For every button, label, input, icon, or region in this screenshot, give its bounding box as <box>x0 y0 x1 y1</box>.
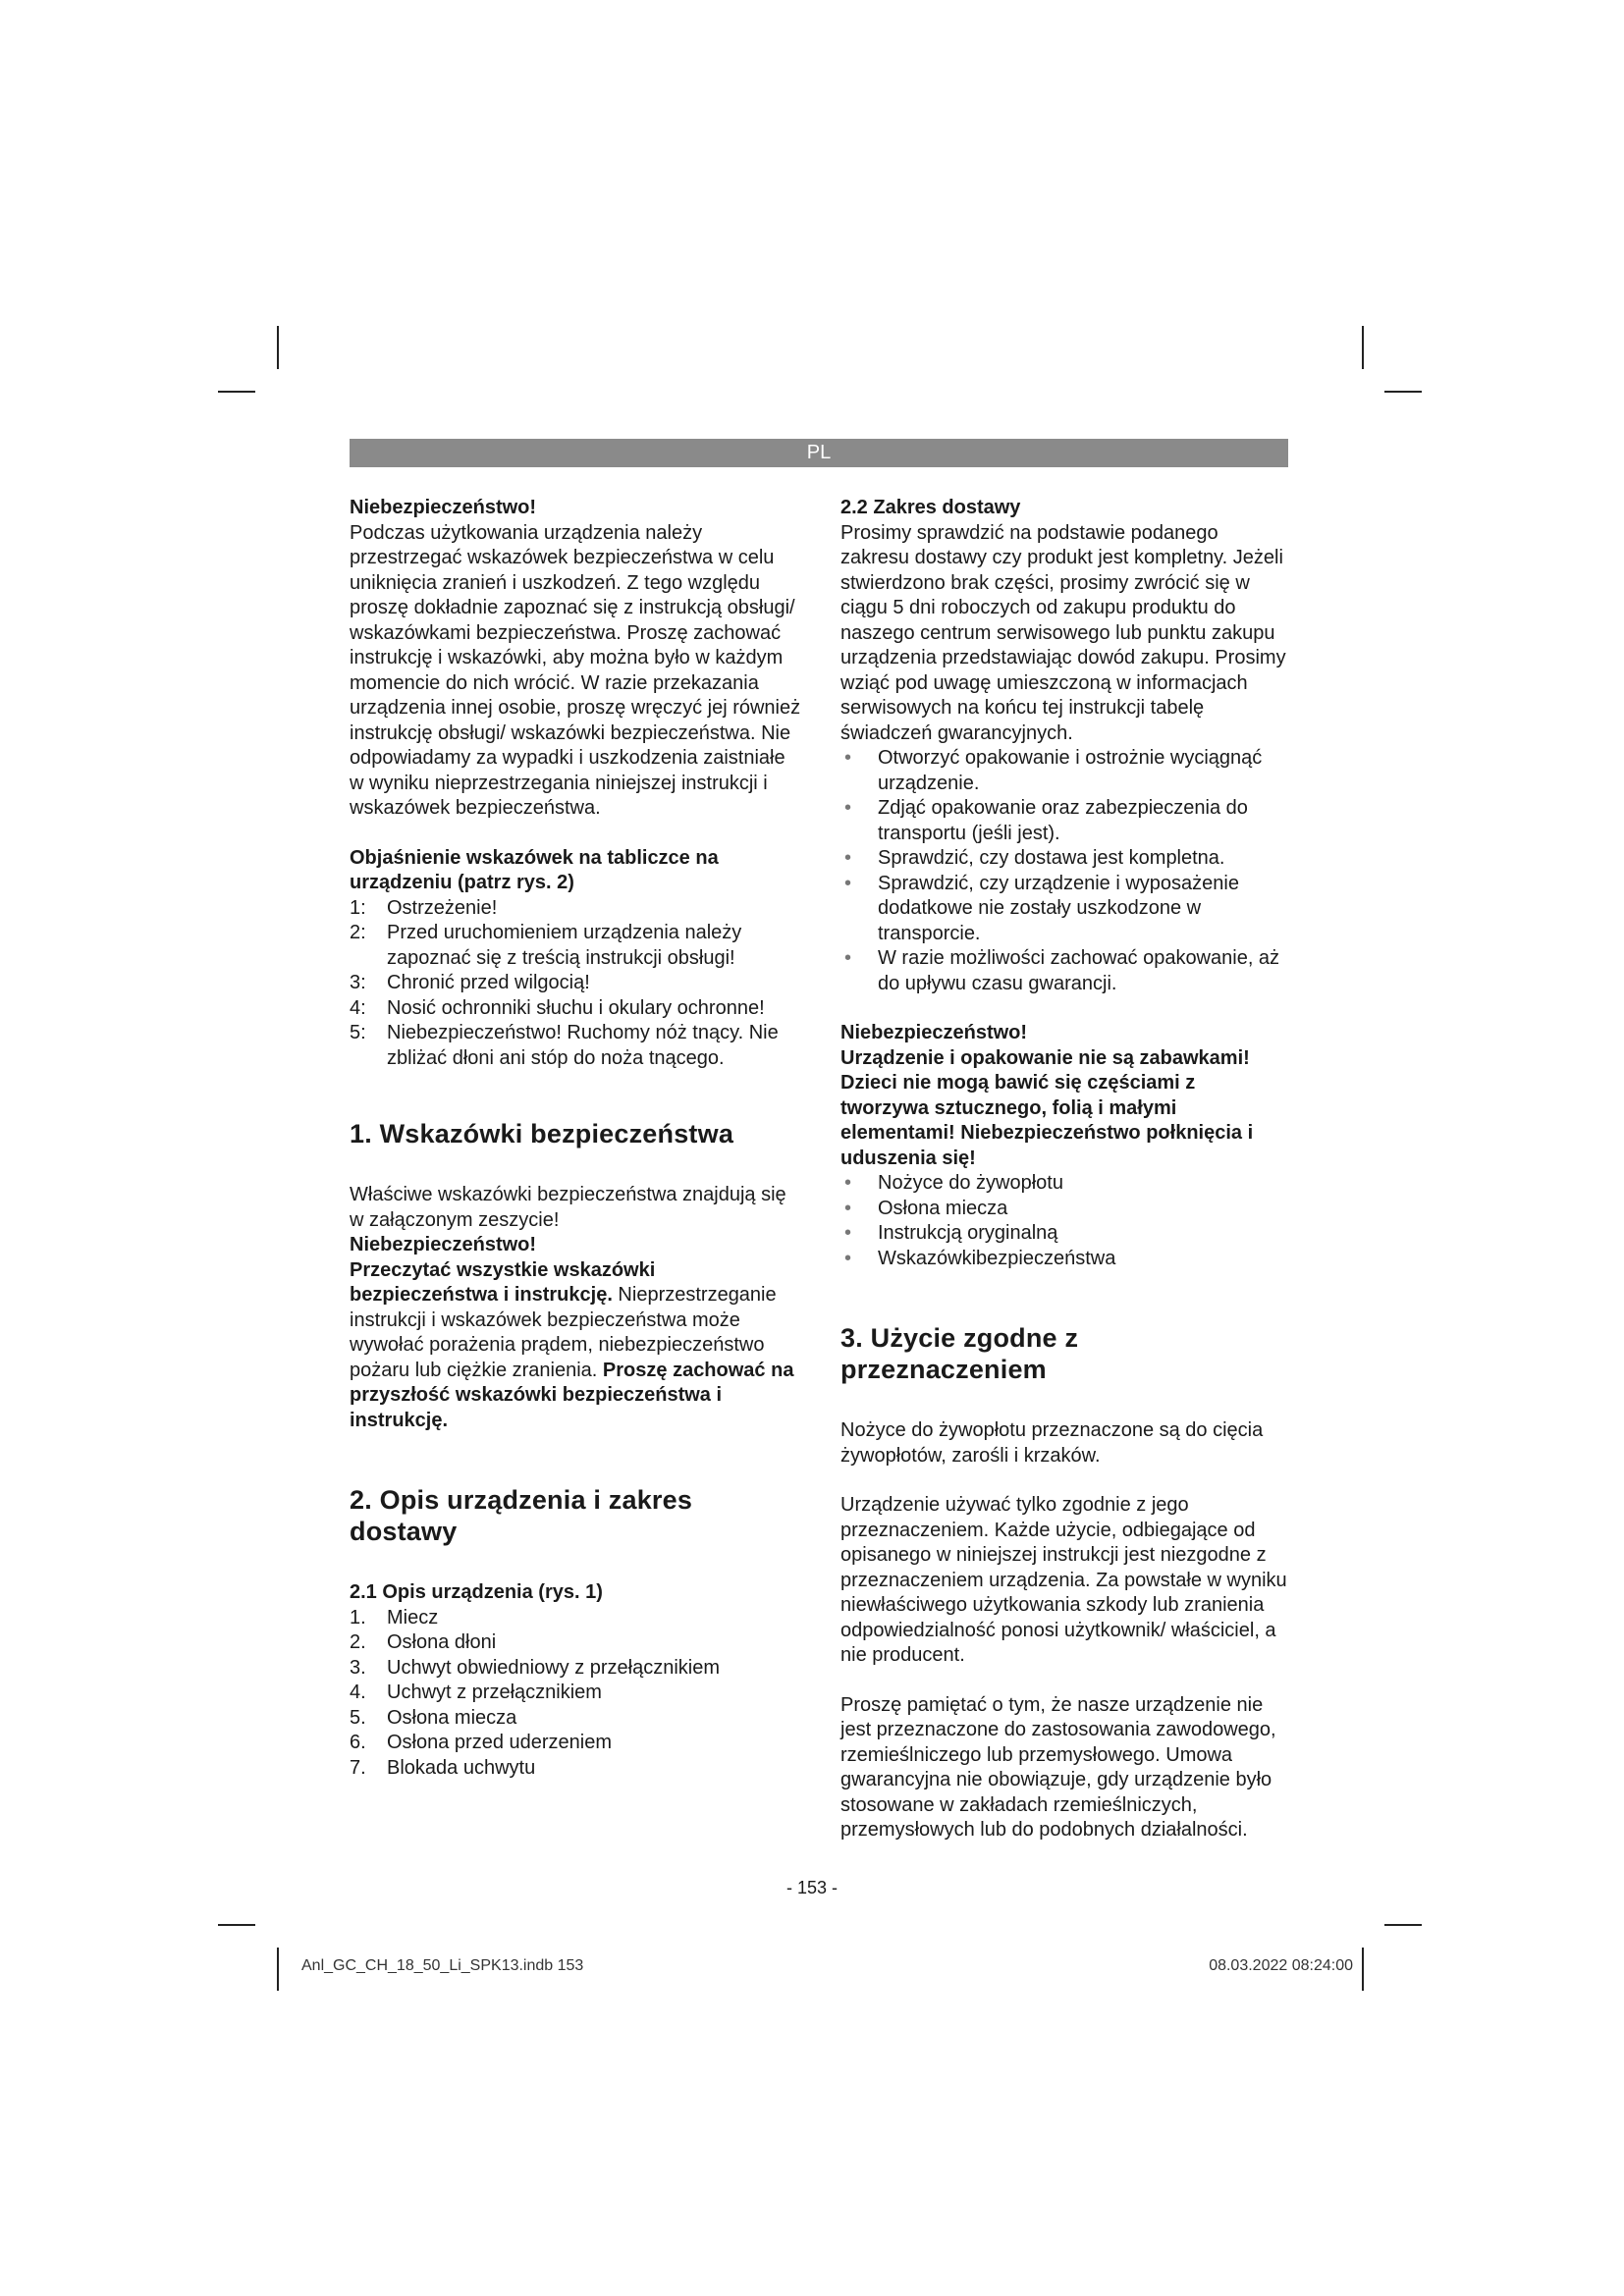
list-item: 4. Uchwyt z przełącznikiem <box>350 1682 602 1703</box>
parts-list <box>350 1606 801 1782</box>
list-item: • W razie możliwości zachować opakowanie, aż do upływu czasu gwarancji. <box>840 946 1288 996</box>
list-item: • Sprawdzić, czy dostawa jest kompletna. <box>840 846 1288 872</box>
list-item: 5: Niebezpieczeństwo! Ruchomy nóż tnący. Nie zbliżać dłoni ani stóp do noża tnącego. <box>350 1022 779 1069</box>
list-item: 3. Uchwyt obwiedniowy z przełącznikiem <box>350 1656 721 1679</box>
list-item: 2. Osłona dłoni <box>350 1631 497 1653</box>
list-item: • Zdjąć opakowanie oraz zabezpieczenia do transportu (jeśli jest). <box>840 796 1288 846</box>
list-item: 3: Chronić przed wilgocią! <box>350 972 590 993</box>
subsection-heading: 2.2 Zakres dostawy <box>840 497 1021 518</box>
crop-mark <box>1362 1948 1364 1991</box>
left-column <box>350 496 801 1781</box>
warning-title: Niebezpieczeństwo! <box>350 497 537 518</box>
crop-mark <box>218 1924 255 1926</box>
warning-text: Urządzenie i opakowanie nie są zabawkami! Dzieci nie mogą bawić się częściami z tworzywa sztucznego, folią i małymi elementami! Niebezpieczeństwo połknięcia i uduszenia się! <box>840 1046 1254 1169</box>
list-item: • Otworzyć opakowanie i ostrożnie wyciągnąć urządzenie. <box>840 746 1288 796</box>
section-heading: 3. Użycie zgodne z przeznaczeniem <box>840 1323 1079 1384</box>
list-item: • Nożyce do żywopłotu <box>840 1171 1288 1197</box>
language-code: PL <box>806 442 832 463</box>
unpacking-steps <box>840 746 1288 996</box>
crop-mark <box>1384 1924 1422 1926</box>
list-item: 6. Osłona przed uderzeniem <box>350 1732 613 1753</box>
list-item: 1. Miecz <box>350 1606 439 1629</box>
list-item: • Osłona miecza <box>840 1197 1288 1222</box>
safety-paragraph: Przeczytać wszystkie wskazówki bezpieczeństwa i instrukcję. Nieprzestrzeganie instrukcji i wskazówek bezpieczeństwa może wywołać porażenia prądem, niebezpieczeństwo pożaru lub ciężkie zranienia. Proszę zachować na przyszłość wskazówki bezpieczeństwa i instrukcję. <box>350 1258 794 1431</box>
language-header-bar <box>350 439 1288 467</box>
crop-mark <box>277 326 279 369</box>
subsection-heading: 2.1 Opis urządzenia (rys. 1) <box>350 1581 603 1603</box>
warning-text: Podczas użytkowania urządzenia należy przestrzegać wskazówek bezpieczeństwa w celu uniknięcia zranień i uszkodzeń. Z tego względu proszę dokładnie zapoznać się z instrukcją obsługi/ wskazówkami bezpieczeństwa. Proszę zachować instrukcję i wskazówki, aby można było w każdym momencie do nich wrócić. W razie przekazania urządzenia innej osobie, proszę wręczyć jej również instrukcję obsługi/ wskazówki bezpieczeństwa. Nie odpowiadamy za wypadki i uszkodzenia zaistniałe w wyniku nieprzestrzegania niniejszej instrukcji i wskazówek bezpieczeństwa. <box>350 521 801 819</box>
list-item: • Sprawdzić, czy urządzenie i wyposażenie dodatkowe nie zostały uszkodzone w transporcie. <box>840 872 1288 947</box>
list-item: 1: Ostrzeżenie! <box>350 896 498 919</box>
print-date: 08.03.2022 08:24:00 <box>1209 1957 1353 1974</box>
list-item: 2: Przed uruchomieniem urządzenia należy zapoznać się z treścią instrukcji obsługi! <box>350 922 742 969</box>
delivery-text: Prosimy sprawdzić na podstawie podanego zakresu dostawy czy produkt jest kompletny. Jeżeli stwierdzono brak części, prosimy zwrócić się w ciągu 5 dni roboczych od zakupu produktu do naszego centrum serwisowego lub punktu zakupu urządzenia przedstawiając dowód zakupu. Prosimy wziąć pod uwagę umieszczoną w informacjach serwisowych na końcu tej instrukcji tabelę świadczeń gwarancyjnych. <box>840 521 1286 744</box>
intended-use-paragraph: Proszę pamiętać o tym, że nasze urządzenie nie jest przeznaczone do zastosowania zawodowego, rzemieślniczego lub przemysłowego. Umowa gwarancyjna nie obowiązuje, gdy urządzenie było stosowane w zakładach rzemieślniczych, przemysłowych lub do podobnych działalności. <box>840 1693 1276 1841</box>
crop-mark <box>1384 391 1422 393</box>
intended-use-paragraph: Nożyce do żywopłotu przeznaczone są do cięcia żywopłotów, zarośli i krzaków. <box>840 1419 1264 1467</box>
signs-title: Objaśnienie wskazówek na tabliczce na urządzeniu (patrz rys. 2) <box>350 846 719 893</box>
file-info: Anl_GC_CH_18_50_Li_SPK13.indb 153 <box>301 1957 584 1974</box>
crop-mark <box>218 391 255 393</box>
signs-list <box>350 896 801 1072</box>
crop-mark <box>277 1948 279 1991</box>
delivery-contents <box>840 1171 1288 1271</box>
list-item: 5. Osłona miecza <box>350 1706 517 1729</box>
warning-title: Niebezpieczeństwo! <box>350 1234 537 1255</box>
right-column <box>840 496 1288 1843</box>
section-heading: 1. Wskazówki bezpieczeństwa <box>350 1119 734 1148</box>
intended-use-paragraph: Urządzenie używać tylko zgodnie z jego przeznaczeniem. Każde użycie, odbiegające od opisanego w niniejszej instrukcji jest niezgodne z przeznaczeniem urządzenia. Za powstałe w wyniku niewłaściwego użytkowania szkody lub zranienia odpowiedzialność ponosi użytkownik/ właściciel, a nie producent. <box>840 1494 1287 1666</box>
section-intro: Właściwe wskazówki bezpieczeństwa znajdują się w załączonym zeszycie! <box>350 1184 786 1231</box>
list-item: • Instrukcją oryginalną <box>840 1221 1288 1247</box>
section-heading: 2. Opis urządzenia i zakres dostawy <box>350 1485 693 1546</box>
list-item: • Wskazówkibezpieczeństwa <box>840 1247 1288 1272</box>
page-number: - 153 - <box>785 1878 839 1897</box>
list-item: 4: Nosić ochronniki słuchu i okulary ochronne! <box>350 996 765 1019</box>
list-item: 7. Blokada uchwytu <box>350 1756 536 1779</box>
crop-mark <box>1362 326 1364 369</box>
warning-title: Niebezpieczeństwo! <box>840 1022 1028 1043</box>
